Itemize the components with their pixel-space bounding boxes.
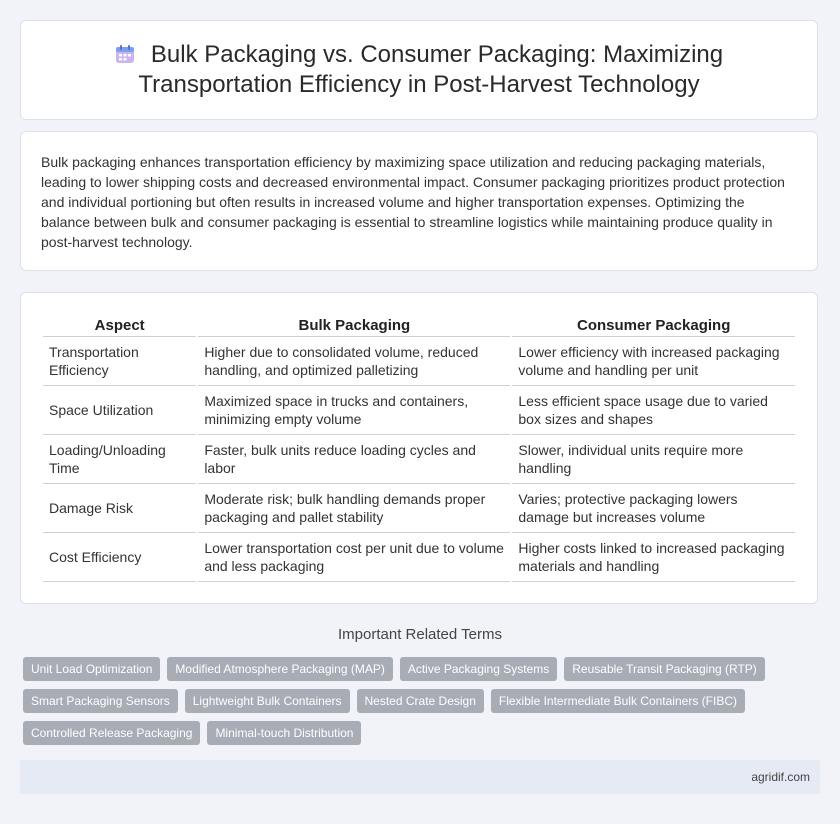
- page-title-text: Bulk Packaging vs. Consumer Packaging: Maximizing Transportation Efficiency in Post-Harvest Technology: [138, 41, 724, 98]
- table-row: [43, 337, 795, 386]
- header-aspect: Aspect: [43, 309, 196, 337]
- related-terms-list: [23, 657, 783, 745]
- cell-consumer: Varies; protective packaging lowers damage but increases volume: [512, 484, 795, 533]
- related-term-tag[interactable]: Nested Crate Design: [357, 689, 484, 713]
- cell-aspect: Loading/Unloading Time: [43, 435, 196, 484]
- cell-aspect: Damage Risk: [43, 484, 196, 533]
- cell-bulk: Moderate risk; bulk handling demands proper packaging and pallet stability: [198, 484, 510, 533]
- related-term-tag[interactable]: Lightweight Bulk Containers: [185, 689, 350, 713]
- calendar-icon: [115, 44, 135, 64]
- cell-bulk: Maximized space in trucks and containers, minimizing empty volume: [198, 386, 510, 435]
- comparison-card: [20, 292, 818, 604]
- related-term-tag[interactable]: Controlled Release Packaging: [23, 721, 200, 745]
- title-card: [20, 20, 818, 120]
- table-row: [43, 386, 795, 435]
- intro-paragraph: Bulk packaging enhances transportation efficiency by maximizing space utilization and reducing packaging materials, leading to lower shipping costs and decreased environmental impact. Consumer packaging prioritizes product protection and individual portioning but often results in increased volume and higher transportation expenses. Optimizing the balance between bulk and consumer packaging is essential to streamline logistics while maintaining produce quality in post-harvest technology.: [41, 154, 785, 250]
- header-bulk: Bulk Packaging: [198, 309, 510, 337]
- table-header-row: [43, 309, 795, 337]
- cell-consumer: Lower efficiency with increased packaging volume and handling per unit: [512, 337, 795, 386]
- related-term-tag[interactable]: Smart Packaging Sensors: [23, 689, 178, 713]
- cell-aspect: Cost Efficiency: [43, 533, 196, 582]
- cell-bulk: Higher due to consolidated volume, reduced handling, and optimized palletizing: [198, 337, 510, 386]
- related-term-tag[interactable]: Modified Atmosphere Packaging (MAP): [167, 657, 392, 681]
- table-row: [43, 435, 795, 484]
- table-row: [43, 533, 795, 582]
- table-row: [43, 484, 795, 533]
- page-title: [99, 40, 739, 100]
- cell-consumer: Higher costs linked to increased packaging materials and handling: [512, 533, 795, 582]
- related-term-tag[interactable]: Minimal-touch Distribution: [207, 721, 361, 745]
- comparison-table: [41, 309, 797, 582]
- cell-consumer: Less efficient space usage due to varied box sizes and shapes: [512, 386, 795, 435]
- cell-consumer: Slower, individual units require more handling: [512, 435, 795, 484]
- footer-site-link[interactable]: agridif.com: [751, 770, 810, 784]
- intro-card: [20, 131, 818, 271]
- related-term-tag[interactable]: Unit Load Optimization: [23, 657, 160, 681]
- cell-aspect: Transportation Efficiency: [43, 337, 196, 386]
- related-term-tag[interactable]: Active Packaging Systems: [400, 657, 557, 681]
- cell-aspect: Space Utilization: [43, 386, 196, 435]
- footer: [20, 760, 820, 794]
- related-term-tag[interactable]: Reusable Transit Packaging (RTP): [564, 657, 765, 681]
- header-consumer: Consumer Packaging: [512, 309, 795, 337]
- related-terms-heading: Important Related Terms: [338, 626, 502, 643]
- related-term-tag[interactable]: Flexible Intermediate Bulk Containers (FIBC): [491, 689, 745, 713]
- cell-bulk: Lower transportation cost per unit due to volume and less packaging: [198, 533, 510, 582]
- cell-bulk: Faster, bulk units reduce loading cycles and labor: [198, 435, 510, 484]
